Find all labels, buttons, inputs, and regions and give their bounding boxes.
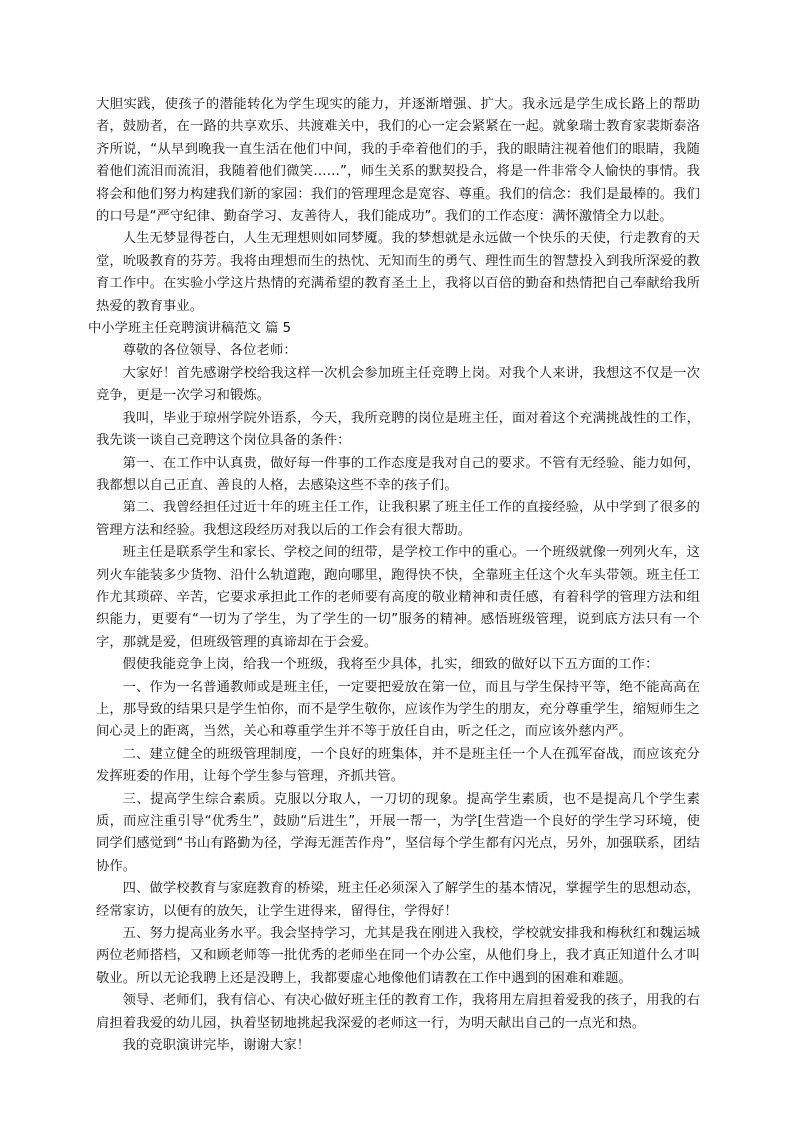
paragraph-closing-thanks: 我的竞职演讲完毕，谢谢大家！ (122, 1038, 311, 1054)
paragraph-class-teacher-role: 班主任是联系学生和家长、学校之间的纽带，是学校工作中的重心。一个班级就像一列列火车，这列火车能装多少货物、沿什么轨道跑，跑向哪里，跑得快不快，全靠班主任这个火车头带领。班主任工作尤其琐碎、辛苦，它要求承担此工作的老师要有高度的敬业精神和责任感，有着科学的管理方法和组织能力，更要有“一切为了学生，为了学生的一切”服务的精神。感悟班级管理，说到底方法只有一个字，那就是爱，但班级管理的真谛却在于会爱。 (96, 545, 700, 650)
paragraph-plan-intro: 假使我能竞争上岗，给我一个班级，我将至少具体，扎实，细致的做好以下五方面的工作： (122, 657, 659, 673)
paragraph-closing-commitment: 领导、老师们，我有信心、有决心做好班主任的教育工作，我将用左肩担着爱我的孩子，用我的右肩担着我爱的幼儿园，执着坚韧地挑起我深爱的老师这一行，为明天献出自己的一点光和热。 (96, 993, 700, 1031)
paragraph-greeting: 大家好！首先感谢学校给我这样一次机会参加班主任竞聘上岗。对我个人来讲，我想这不仅是一次竞争，更是一次学习和锻炼。 (96, 365, 700, 404)
paragraph-condition-1: 第一、在工作中认真贵，做好每一件事的工作态度是我对自己的要求。不管有无经验、能力如何，我都想以自己正直、善良的人格，去感染这些不幸的孩子们。 (96, 455, 700, 493)
paragraph-plan-1: 一、作为一名普通教师或是班主任，一定要把爱放在第一位，而且与学生保持平等，绝不能高高在上，那导致的结果只是学生怕你，而不是学生敬你，应该作为学生的朋友，充分尊重学生，缩短师生之间心灵上的距离，当然，关心和尊重学生并不等于放任自由，听之任之，而应该外慈内严。 (96, 679, 700, 740)
paragraph-plan-5: 五、努力提高业务水平。我会坚持学习，尤其是我在刚进入我校，学校就安排我和梅秋红和魏运城两位老师搭档，又和顾老师等一批优秀的老师坐在同一个办公室，从他们身上，我才真正知道什么才叫敬业。所以无论我聘上还是没聘上，我都要虚心地像他们请教在工作中遇到的困难和难题。 (96, 926, 700, 986)
paragraph-plan-3: 三、提高学生综合素质。克服以分取人，一刀切的现象。提高学生素质，也不是提高几个学生素质，而应注重引导“优秀生”，鼓励“后进生”，开展一帮一，为学[生营造一个良好的学生学习环境，使同学们感觉到“书山有路勤为径，学海无涯苦作舟”，坚信每个学生都有闪光点，另外，加强联系，团结协作。 (96, 791, 700, 874)
paragraph-introduction: 我叫，毕业于琼州学院外语系，今天，我所竞聘的岗位是班主任，面对着这个充满挑战性的工作，我先谈一谈自己竞聘这个岗位具备的条件： (96, 410, 700, 449)
paragraph-plan-2: 二、建立健全的班级管理制度，一个良好的班集体，并不是班主任一个人在孤军奋战，而应该充分发挥班委的作用，让每个学生参与管理，齐抓共管。 (96, 746, 700, 785)
section-heading: 中小学班主任竞聘演讲稿范文 篇 5 (88, 321, 292, 337)
paragraph-dream: 人生无梦显得苍白，人生无理想则如同梦魇。我的梦想就是永远做一个快乐的天使，行走教育的天堂，吮吸教育的芬芳。我将由理想而生的热忱、无知而生的勇气、理性而生的智慧投入到我所深爱的教育工作中。在实验小学这片热情的充满希望的教育圣土上，我将以百倍的勤奋和热情把自己奉献给我所热爱的教育事业。 (96, 231, 700, 314)
paragraph-continuation: 大胆实践，使孩子的潜能转化为学生现实的能力，并逐渐增强、扩大。我永远是学生成长路上的帮助者，鼓励者，在一路的共享欢乐、共渡难关中，我们的心一定会紧紧在一起。就象瑞士教育家裴斯泰洛齐所说，“从早到晚我一直生活在他们中间，我的手牵着他们的手，我的眼睛注视着他们的眼睛，我随着他们流泪而流泪，我随着他们微笑……”，师生关系的默契投合，将是一件非常令人愉快的事情。我将会和他们努力构建我们新的家园：我们的管理理念是宽容、尊重。我们的信念：我们是最棒的。我们的口号是“严守纪律、勤奋学习、友善待人，我们能成功”。我们的工作态度：满怀激情全力以赴。 (96, 97, 700, 225)
paragraph-salutation: 尊敬的各位领导、各位老师： (122, 343, 297, 359)
paragraph-plan-4: 四、做学校教育与家庭教育的桥梁，班主任必须深入了解学生的基本情况，掌握学生的思想动态，经常家访，以便有的放矢，让学生进得来，留得住，学得好！ (96, 881, 700, 919)
document-body (88, 94, 700, 1057)
paragraph-condition-2: 第二、我曾经担任过近十年的班主任工作，让我积累了班主任工作的直接经验，从中学到了很多的管理方法和经验。我想这段经历对我以后的工作会有很大帮助。 (96, 500, 700, 538)
